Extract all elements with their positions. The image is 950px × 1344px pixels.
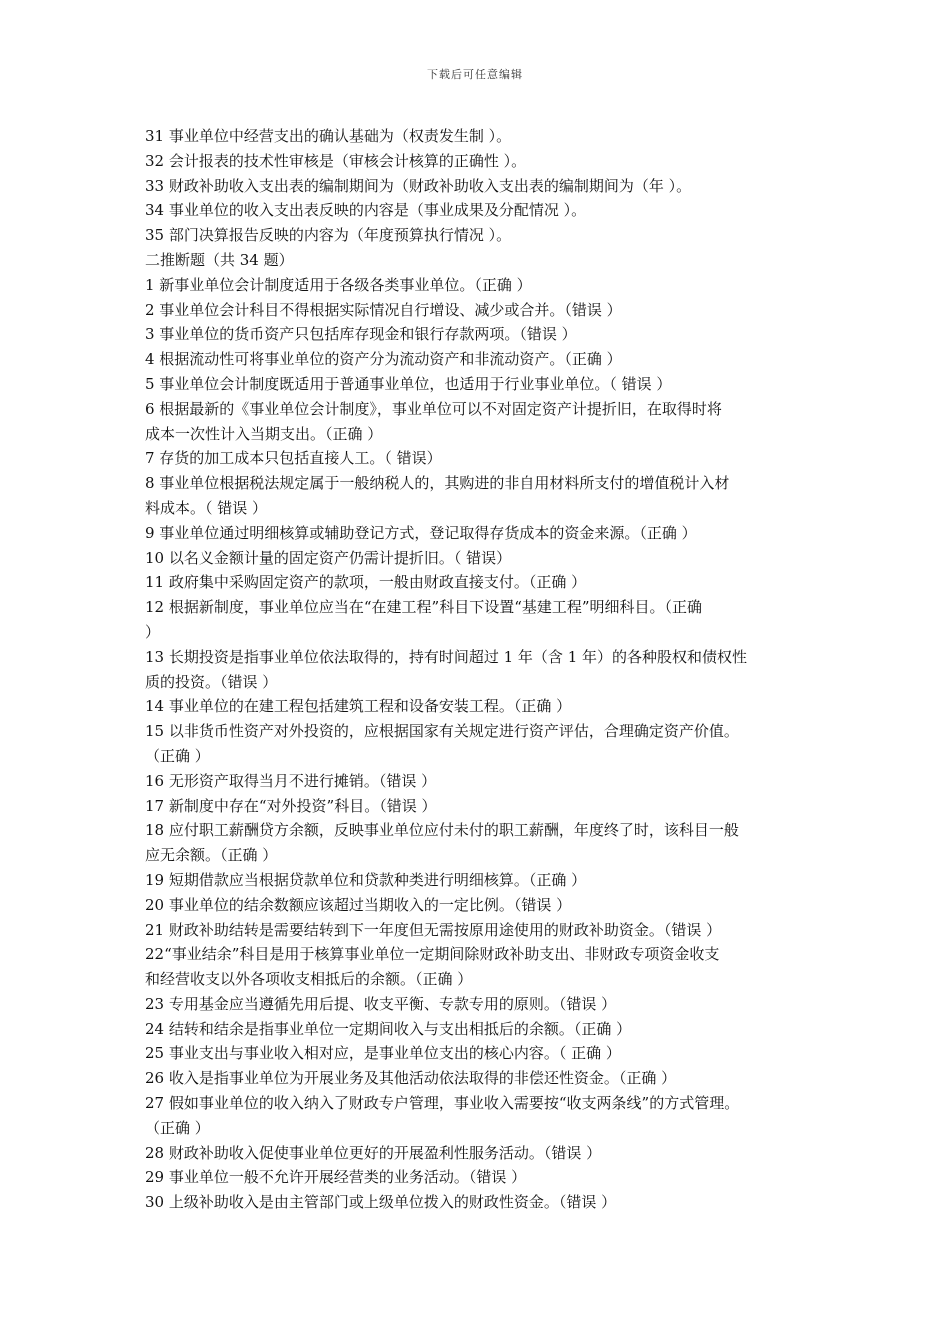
item-line-continued: 和经营收支以外各项收支相抵后的余额。（正确 ） bbox=[145, 970, 473, 989]
item-line: 9 事业单位通过明细核算或辅助登记方式，登记取得存货成本的资金来源。（正确 ） bbox=[145, 523, 697, 542]
answer-line: 35 部门决算报告反映的内容为（年度预算执行情况 ）。 bbox=[145, 226, 512, 245]
item-line: 3 事业单位的货币资产只包括库存现金和银行存款两项。（错误 ） bbox=[145, 325, 577, 344]
item-line: 25 事业支出与事业收入相对应，是事业单位支出的核心内容。（ 正确 ） bbox=[145, 1044, 621, 1063]
item-line: 27 假如事业单位的收入纳入了财政专户管理，事业收入需要按“收支两条线”的方式管理。 bbox=[145, 1094, 740, 1113]
item-line: 11 政府集中采购固定资产的款项，一般由财政直接支付。（正确 ） bbox=[145, 573, 587, 592]
item-line-continued: 应无余额。（正确 ） bbox=[145, 846, 278, 865]
item-line: 1 新事业单位会计制度适用于各级各类事业单位。（正确 ） bbox=[145, 275, 532, 294]
judgment-item bbox=[145, 347, 821, 372]
item-line: 20 事业单位的结余数额应该超过当期收入的一定比例。（错误 ） bbox=[145, 895, 572, 914]
item-line: 29 事业单位一般不允许开展经营类的业务活动。（错误 ） bbox=[145, 1168, 527, 1187]
item-line: 24 结转和结余是指事业单位一定期间收入与支出相抵后的余额。（正确 ） bbox=[145, 1019, 632, 1038]
judgment-item bbox=[145, 1190, 821, 1215]
item-line: 7 存货的加工成本只包括直接人工。（ 错误） bbox=[145, 449, 442, 468]
item-line-continued: 质的投资。（错误 ） bbox=[145, 672, 278, 691]
item-line-continued: ） bbox=[145, 622, 161, 641]
item-line: 28 财政补助收入促使事业单位更好的开展盈利性服务活动。（错误 ） bbox=[145, 1143, 602, 1162]
item-line: 15 以非货币性资产对外投资的，应根据国家有关规定进行资产评估，合理确定资产价值。 bbox=[145, 722, 739, 741]
judgment-item bbox=[145, 794, 821, 819]
item-line: 2 事业单位会计科目不得根据实际情况自行增设、减少或合并。（错误 ） bbox=[145, 300, 622, 319]
judgment-item bbox=[145, 942, 821, 992]
judgment-item bbox=[145, 546, 821, 571]
item-line: 13 长期投资是指事业单位依法取得的，持有时间超过 1 年（含 1 年）的各种股权和债权性 bbox=[145, 647, 748, 666]
judgment-item bbox=[145, 1066, 821, 1091]
judgment-item bbox=[145, 868, 821, 893]
document-body bbox=[145, 124, 821, 1215]
item-line: 6 根据最新的《事业单位会计制度》，事业单位可以不对固定资产计提折旧，在取得时将 bbox=[145, 399, 722, 418]
judgment-item bbox=[145, 694, 821, 719]
judgment-item bbox=[145, 298, 821, 323]
judgment-item bbox=[145, 397, 821, 447]
item-line-continued: 料成本。（ 错误 ） bbox=[145, 498, 268, 517]
judgment-item bbox=[145, 273, 821, 298]
judgment-item bbox=[145, 1017, 821, 1042]
item-line: 22“事业结余”科目是用于核算事业单位一定期间除财政补助支出、非财政专项资金收支 bbox=[145, 945, 720, 964]
judgment-item bbox=[145, 893, 821, 918]
item-line: 19 短期借款应当根据贷款单位和贷款种类进行明细核算。（正确 ） bbox=[145, 870, 587, 889]
item-line: 18 应付职工薪酬贷方余额，反映事业单位应付未付的职工薪酬，年度终了时，该科目一般 bbox=[145, 821, 739, 840]
judgment-item bbox=[145, 1091, 821, 1141]
page-header: 下载后可任意编辑 bbox=[427, 68, 523, 81]
judgment-item bbox=[145, 372, 821, 397]
item-line: 21 财政补助结转是需要结转到下一年度但无需按原用途使用的财政补助资金。（错误 ） bbox=[145, 920, 722, 939]
judgment-list bbox=[145, 273, 821, 1215]
judgment-item bbox=[145, 719, 821, 769]
judgment-item bbox=[145, 1041, 821, 1066]
item-line: 4 根据流动性可将事业单位的资产分为流动资产和非流动资产。（正确 ） bbox=[145, 350, 622, 369]
item-line: 14 事业单位的在建工程包括建筑工程和设备安装工程。（正确 ） bbox=[145, 697, 572, 716]
item-line: 10 以名义金额计量的固定资产仍需计提折旧。（ 错误） bbox=[145, 548, 512, 567]
answer-line: 32 会计报表的技术性审核是（审核会计核算的正确性 ）。 bbox=[145, 151, 527, 170]
judgment-item bbox=[145, 446, 821, 471]
judgment-item bbox=[145, 1165, 821, 1190]
item-line-continued: （正确 ） bbox=[145, 1118, 210, 1137]
item-line: 17 新制度中存在“对外投资”科目。（错误 ） bbox=[145, 796, 437, 815]
judgment-item bbox=[145, 595, 821, 645]
judgment-item bbox=[145, 818, 821, 868]
item-line: 16 无形资产取得当月不进行摊销。（错误 ） bbox=[145, 771, 437, 790]
judgment-item bbox=[145, 471, 821, 521]
judgment-item bbox=[145, 521, 821, 546]
item-line: 5 事业单位会计制度既适用于普通事业单位，也适用于行业事业单位。（ 错误 ） bbox=[145, 374, 672, 393]
judgment-item bbox=[145, 769, 821, 794]
item-line-continued: （正确 ） bbox=[145, 746, 210, 765]
choice-answers bbox=[145, 124, 821, 248]
judgment-item bbox=[145, 570, 821, 595]
judgment-item bbox=[145, 918, 821, 943]
judgment-item bbox=[145, 1141, 821, 1166]
item-line: 8 事业单位根据税法规定属于一般纳税人的，其购进的非自用材料所支付的增值税计入材 bbox=[145, 474, 730, 493]
section-title: 二推断题（共 34 题） bbox=[145, 250, 294, 269]
judgment-item bbox=[145, 322, 821, 347]
item-line: 26 收入是指事业单位为开展业务及其他活动依法取得的非偿还性资金。（正确 ） bbox=[145, 1069, 677, 1088]
judgment-item bbox=[145, 992, 821, 1017]
answer-line: 33 财政补助收入支出表的编制期间为（财政补助收入支出表的编制期间为（年 ）。 bbox=[145, 176, 692, 195]
item-line: 12 根据新制度，事业单位应当在“在建工程”科目下设置“基建工程”明细科目。（正确 bbox=[145, 598, 703, 617]
item-line: 30 上级补助收入是由主管部门或上级单位拨入的财政性资金。（错误 ） bbox=[145, 1193, 617, 1212]
judgment-item bbox=[145, 645, 821, 695]
item-line: 23 专用基金应当遵循先用后提、收支平衡、专款专用的原则。（错误 ） bbox=[145, 994, 617, 1013]
answer-line: 31 事业单位中经营支出的确认基础为（权责发生制 ）。 bbox=[145, 127, 512, 145]
item-line-continued: 成本一次性计入当期支出。（正确 ） bbox=[145, 424, 383, 443]
answer-line: 34 事业单位的收入支出表反映的内容是（事业成果及分配情况 ）。 bbox=[145, 201, 587, 220]
